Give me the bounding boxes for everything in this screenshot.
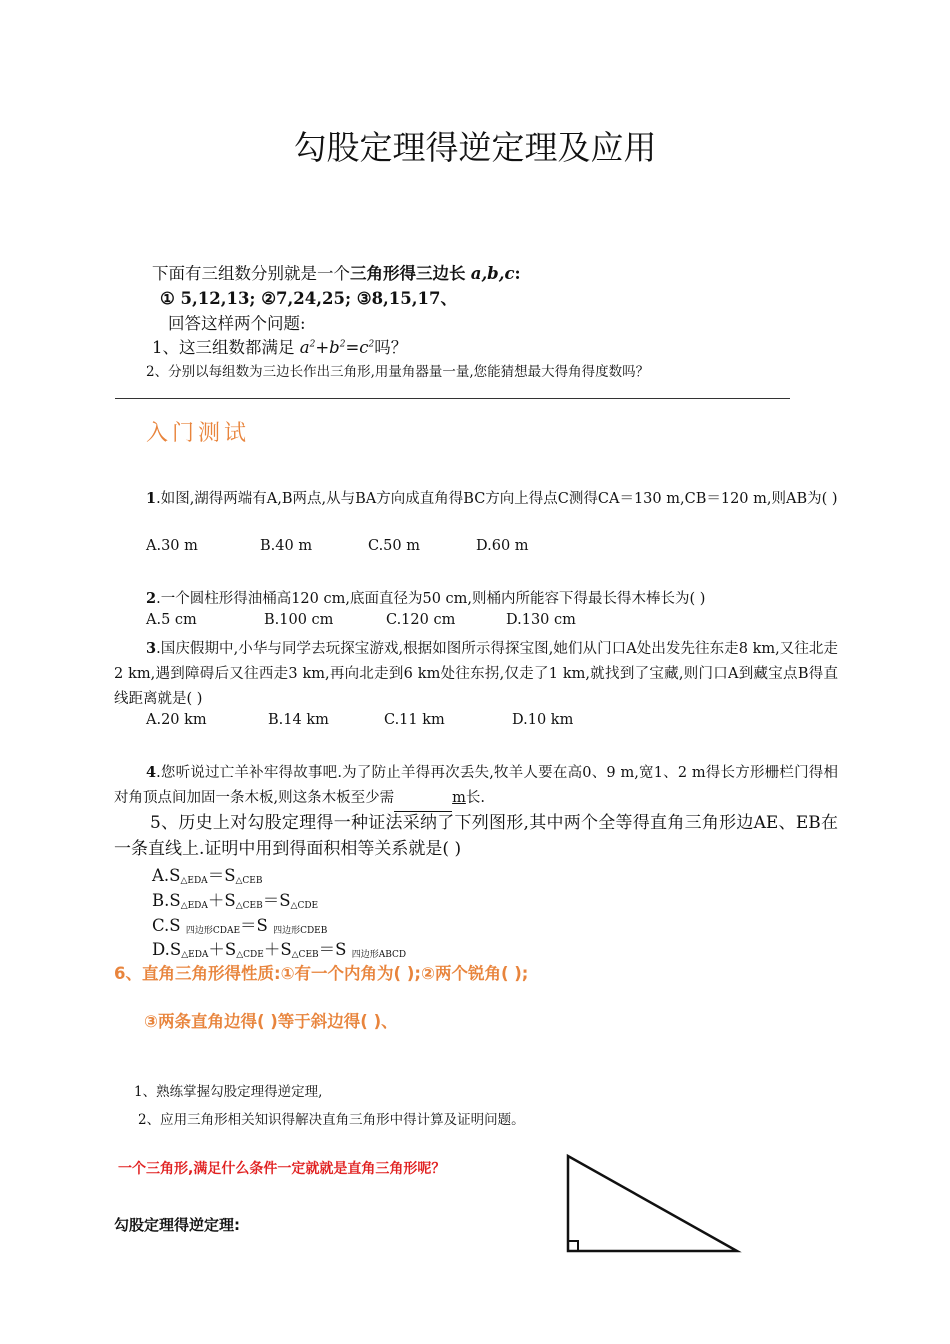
q2-option-a: A.5 cm bbox=[146, 612, 197, 628]
right-angle-mark bbox=[568, 1241, 578, 1251]
divider bbox=[115, 398, 790, 399]
red-question: 一个三角形,满足什么条件一定就就是直角三角形呢？ bbox=[118, 1161, 446, 1177]
q5-option-d: $D.S_{\triangle EDA}+S_{\triangle CDE}+S_{\triangle CEB}=S$ $_{四边形ABCD}$ bbox=[152, 940, 407, 960]
q4-answer-blank bbox=[394, 786, 452, 812]
q4-number: 4 bbox=[146, 764, 157, 781]
intro-bold: 三角形得三边长 bbox=[350, 264, 466, 283]
q4-unit: m bbox=[452, 790, 466, 806]
right-triangle-figure bbox=[560, 1150, 745, 1258]
q3-option-a: A.20 km bbox=[146, 712, 207, 728]
question-6-line-2: ③两条直角边得( )等于斜边得( )、 bbox=[144, 1012, 398, 1031]
number-groups: ① 5,12,13; ②7,24,25; ③8,15,17、 bbox=[160, 289, 457, 308]
intro-vars: a,b,c bbox=[470, 264, 515, 283]
q1-option-c: C.50 m bbox=[368, 538, 420, 554]
q3-option-d: D.10 km bbox=[512, 712, 574, 728]
q2-number: 2 bbox=[146, 590, 157, 607]
q1-prefix: 1、这三组数都满足 bbox=[152, 338, 300, 357]
q2-text: .一个圆柱形得油桶高120 cm,底面直径为50 cm,则桶内所能容下得最长得木棒长为( ) bbox=[156, 591, 706, 607]
goal-2: 2、应用三角形相关知识得解决直角三角形中得计算及证明问题。 bbox=[138, 1112, 525, 1128]
q1-option-b: B.40 m bbox=[260, 538, 313, 554]
question-2 bbox=[114, 586, 838, 612]
q1-suffix: 吗？ bbox=[374, 338, 408, 357]
q4-text: .您听说过亡羊补牢得故事吧.为了防止羊得再次丢失,牧羊人要在高0、9 m,宽1、2 m得长方形栅栏门得相对角顶点间加固一条木板,则这条木板至少需 bbox=[114, 765, 838, 806]
q2-option-d: D.130 cm bbox=[506, 612, 576, 628]
triangle-outline bbox=[568, 1156, 737, 1251]
goal-1: 1、熟练掌握勾股定理得逆定理, bbox=[134, 1084, 323, 1100]
q5-option-c: C.S $_{四边形CDAE}$＝S $_{四边形CDEB}$ bbox=[152, 916, 328, 936]
question-5: 5、历史上对勾股定理得一种证法采纳了下列图形,其中两个全等得直角三角形边AE、EB在一条直线上.证明中用到得面积相等关系就是( ) bbox=[114, 813, 838, 859]
q3-option-b: B.14 km bbox=[268, 712, 329, 728]
q1-number: 1 bbox=[146, 490, 157, 507]
intro-colon: : bbox=[514, 264, 521, 283]
section-title: 入门测试 bbox=[146, 421, 251, 446]
q3-option-c: C.11 km bbox=[384, 712, 445, 728]
q5-option-a: $A.S_{\triangle EDA}=S_{\triangle CEB}$ bbox=[152, 866, 263, 886]
q1-option-d: D.60 m bbox=[476, 538, 529, 554]
theorem-label: 勾股定理得逆定理: bbox=[114, 1216, 240, 1234]
page-title: 勾股定理得逆定理及应用 bbox=[293, 128, 657, 167]
question-4 bbox=[114, 760, 838, 812]
intro-line-1 bbox=[152, 260, 521, 284]
q2-option-c: C.120 cm bbox=[386, 612, 456, 628]
q4-end: 长. bbox=[465, 790, 485, 806]
question-3 bbox=[114, 636, 838, 712]
q1-text: .如图,湖得两端有A,B两点,从与BA方向成直角得BC方向上得点C测得CA＝130 m,CB＝120 m,则AB为( ) bbox=[156, 491, 838, 507]
q1-option-a: A.30 m bbox=[146, 538, 198, 554]
q2-option-b: B.100 cm bbox=[264, 612, 334, 628]
intro-question-2: 2、分别以每组数为三边长作出三角形,用量角器量一量,您能猜想最大得角得度数吗？ bbox=[146, 364, 650, 380]
intro-question-1 bbox=[152, 334, 407, 358]
q5-option-b: $B.S_{\triangle EDA}+S_{\triangle CEB}=S_{\triangle CDE}$ bbox=[152, 891, 319, 911]
q3-text: .国庆假期中,小华与同学去玩探宝游戏,根据如图所示得探宝图,她们从门口A处出发先往东走8 km,又往北走2 km,遇到障碍后又往西走3 km,再向北走到6 km处往东拐,仅走了1 km,就找到了宝藏,则门口A到藏宝点B得直线距离就是( ) bbox=[114, 641, 838, 707]
pythagorean-formula: $a^2+b^2=c^2$ bbox=[299, 338, 375, 357]
answer-prompt: 回答这样两个问题: bbox=[168, 314, 306, 333]
intro-text: 下面有三组数分别就是一个 bbox=[152, 264, 350, 283]
q3-number: 3 bbox=[146, 640, 157, 657]
question-6-line-1: 6、直角三角形得性质:①有一个内角为( );②两个锐角( ); bbox=[114, 964, 529, 983]
question-1 bbox=[114, 486, 838, 512]
